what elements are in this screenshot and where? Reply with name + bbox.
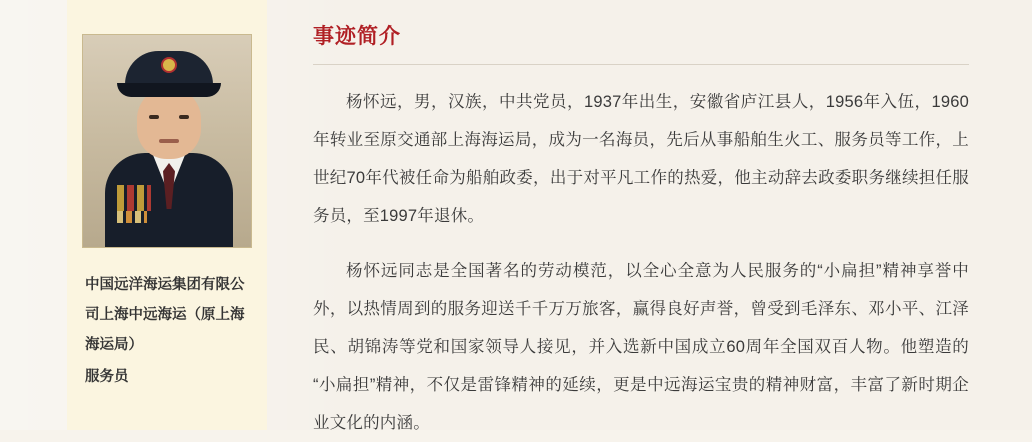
profile-role: 服务员 <box>85 369 129 385</box>
cap-badge-icon <box>161 57 177 73</box>
article-content <box>313 0 969 430</box>
profile-panel <box>67 0 267 430</box>
article-paragraph-1: 杨怀远，男，汉族，中共党员，1937年出生，安徽省庐江县人，1956年入伍，1960年转业至原交通部上海海运局，成为一名海员，先后从事船舶生火工、服务员等工作，上世纪70年代被任命为船舶政委，出于对平凡工作的热爱，他主动辞去政委职务继续担任服务员，至1997年退休。 <box>313 93 969 225</box>
title-divider <box>313 64 969 65</box>
page-title: 事迹简介 <box>313 25 401 48</box>
profile-organization: 中国远洋海运集团有限公司上海中远海运（原上海海运局） <box>85 277 245 353</box>
portrait-photo <box>83 35 251 247</box>
article-paragraph-2: 杨怀远同志是全国著名的劳动模范，以全心全意为人民服务的“小扁担”精神享誉中外，以热情周到的服务迎送千千万万旅客，赢得良好声誉，曾受到毛泽东、邓小平、江泽民、胡锦涛等党和国家领导人接见，并入选新中国成立60周年全国双百人物。他塑造的“小扁担”精神，不仅是雷锋精神的延续，更是中远海运宝贵的精神财富，丰富了新时期企业文化的内涵。 <box>313 261 969 432</box>
portrait-frame <box>82 34 252 248</box>
